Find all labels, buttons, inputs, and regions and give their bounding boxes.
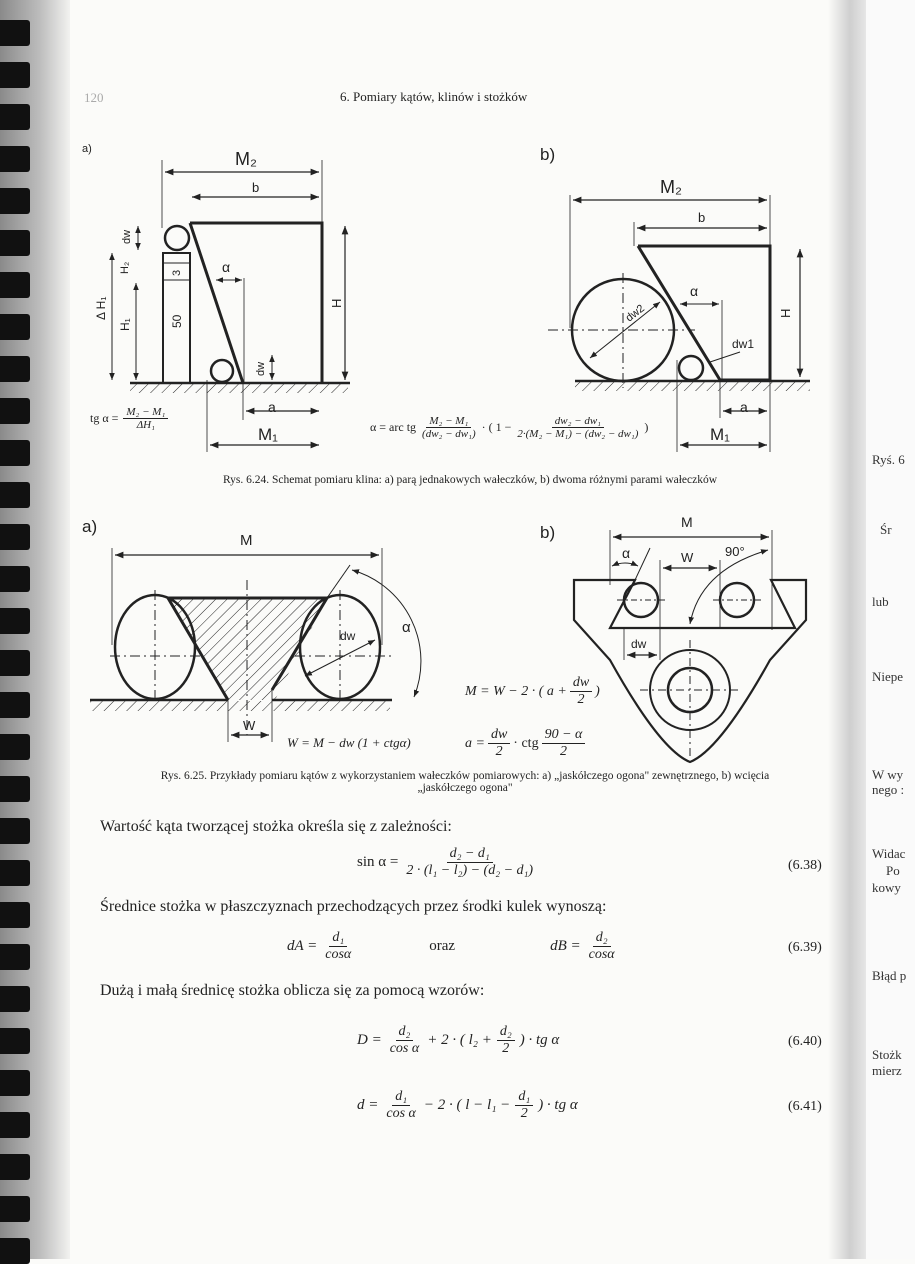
formula-a (465, 727, 585, 760)
numerator: dw₂ − dw₁ (552, 415, 604, 428)
svg-text:α: α (690, 283, 699, 299)
caption-line: „jaskółczego ogona" (417, 782, 513, 794)
svg-text:Δ H₁: Δ H₁ (94, 296, 108, 320)
equation-number: (6.40) (788, 1034, 822, 1049)
svg-text:M₁: M₁ (710, 425, 730, 444)
next-page-text: kowy (872, 880, 901, 895)
denominator: 2 (559, 744, 567, 759)
equation-6-41 (357, 1089, 578, 1122)
svg-text:dw: dw (121, 229, 133, 244)
equation-number: (6.39) (788, 940, 822, 955)
equation-number: (6.41) (788, 1099, 822, 1114)
numerator: d₂ − d₁ (447, 846, 493, 863)
denominator: 2 · (l₁ − l₂) − (d₂ − d₁) (406, 863, 534, 878)
numerator: d₁ (329, 930, 347, 947)
numerator: dw (570, 675, 592, 692)
svg-text:b): b) (540, 145, 556, 164)
denominator: cos α (389, 1041, 420, 1056)
denominator: cosα (588, 947, 615, 962)
svg-text:W: W (243, 718, 256, 733)
denominator: cos α (386, 1106, 416, 1121)
next-page-text: lub (872, 594, 889, 609)
svg-text:90°: 90° (725, 544, 745, 559)
denominator: 2 (502, 1041, 510, 1056)
numerator: M₂ − M₁ (426, 415, 471, 428)
formula-lhs: dB = (550, 938, 581, 954)
svg-text:dw: dw (631, 637, 647, 651)
svg-text:M₁: M₁ (258, 425, 278, 444)
next-page-text: W wy (872, 767, 904, 782)
equation-6-40 (357, 1024, 559, 1057)
numerator: M₂ − M₁ (123, 406, 168, 419)
formula-lhs: D = (357, 1032, 382, 1048)
svg-text:dw2: dw2 (623, 302, 647, 325)
svg-text:α: α (402, 619, 411, 636)
dovetail-diagram-a (82, 517, 421, 742)
svg-text:H₁: H₁ (118, 318, 132, 331)
formula-end: ) (644, 420, 649, 434)
formula-lhs: M = W − 2 · ( a + (465, 683, 567, 699)
svg-text:M₂: M₂ (235, 149, 257, 169)
next-page-text: Niepe (872, 669, 904, 684)
svg-text:a): a) (82, 143, 92, 155)
numerator: dw (488, 727, 510, 744)
formula-lhs: a = (465, 735, 485, 751)
svg-text:dw: dw (255, 361, 267, 376)
formula-end: ) (595, 683, 600, 699)
page-number: 120 (84, 90, 104, 105)
denominator: 2 (520, 1106, 528, 1121)
svg-text:dw: dw (340, 629, 356, 643)
next-page-text: Błąd p (872, 968, 907, 983)
formula-end: ) · tg α (538, 1097, 578, 1113)
caption-6-24: Rys. 6.24. Schemat pomiaru klina: a) parą jednakowych wałeczków, b) dwoma różnymi parami wałeczków (222, 474, 718, 486)
formula-mid: · ctg (513, 735, 539, 751)
paragraph: Dużą i małą średnicę stożka oblicza się za pomocą wzorów: (100, 982, 485, 999)
numerator: 90 − α (542, 727, 586, 744)
numerator: d₁ (392, 1089, 410, 1106)
formula-M (465, 675, 600, 708)
svg-text:H: H (329, 298, 344, 308)
svg-text:M: M (240, 532, 253, 549)
denominator: ΔH₁ (136, 419, 155, 431)
numerator: d₂ (593, 930, 611, 947)
svg-text:M₂: M₂ (660, 177, 682, 197)
next-page-text: Stożk (872, 1047, 902, 1062)
conjunction: oraz (429, 938, 456, 954)
paragraph: Wartość kąta tworzącej stożka określa się z zależności: (100, 818, 452, 835)
formula-lhs: dA = (287, 938, 318, 954)
next-page-text: mierz (872, 1063, 902, 1078)
denominator: 2 (495, 744, 503, 759)
equation-6-38 (357, 846, 536, 879)
equation-6-39 (287, 930, 618, 963)
equation-number: (6.38) (788, 858, 822, 873)
next-page-text: Po (886, 863, 900, 878)
svg-text:H: H (778, 308, 793, 318)
svg-text:3: 3 (171, 269, 183, 276)
numerator: d₁ (515, 1089, 533, 1106)
formula-lhs: α = arc tg (370, 420, 417, 434)
denominator: (dw₂ − dw₁) (422, 428, 476, 440)
caption-6-25 (90, 770, 840, 794)
formula-mid: · ( 1 − (481, 420, 512, 434)
formula-end: ) · tg α (519, 1032, 560, 1048)
caption-line: Rys. 6.25. Przykłady pomiaru kątów z wykorzystaniem wałeczków pomiarowych: a) „jaskółczego ogona" zewnętrznego, b) wcięcia (160, 770, 770, 782)
svg-text:W: W (681, 550, 694, 565)
denominator: 2·(M₂ − M₁) − (dw₂ − dw₁) (517, 428, 639, 440)
svg-text:a): a) (82, 517, 98, 536)
svg-text:H₂: H₂ (119, 261, 131, 274)
svg-text:a: a (740, 399, 748, 415)
next-page-text: Ryś. 6 (872, 452, 905, 467)
formula-W: W = M − dw (1 + ctgα) (287, 735, 411, 750)
svg-text:b: b (698, 210, 706, 225)
svg-text:b): b) (540, 523, 556, 542)
svg-text:50: 50 (170, 314, 184, 328)
dovetail-diagram-b (540, 514, 806, 762)
running-header: 6. Pomiary kątów, klinów i stożków (340, 89, 528, 104)
formula-mid: − 2 · ( l − l₁ − (423, 1097, 511, 1113)
svg-text:α: α (222, 259, 231, 275)
denominator: cosα (325, 947, 352, 962)
next-page-text: Śr (880, 522, 892, 537)
formula-mid: + 2 · ( l₂ + (427, 1032, 492, 1048)
svg-text:M: M (681, 514, 693, 530)
numerator: d₂ (396, 1024, 414, 1041)
svg-text:α: α (622, 545, 631, 561)
next-page-text: Widac (872, 846, 906, 861)
numerator: d₂ (497, 1024, 515, 1041)
denominator: 2 (577, 692, 585, 707)
paragraph: Średnice stożka w płaszczyznach przechodzących przez środki kulek wynoszą: (100, 898, 607, 915)
svg-text:dw1: dw1 (732, 337, 755, 351)
formula-lhs: d = (357, 1097, 379, 1113)
next-page-text: nego : (872, 782, 905, 797)
formula-lhs: sin α = (357, 854, 399, 870)
svg-text:b: b (252, 180, 260, 195)
svg-text:a: a (268, 399, 276, 415)
formula-lhs: tg α = (90, 411, 119, 425)
